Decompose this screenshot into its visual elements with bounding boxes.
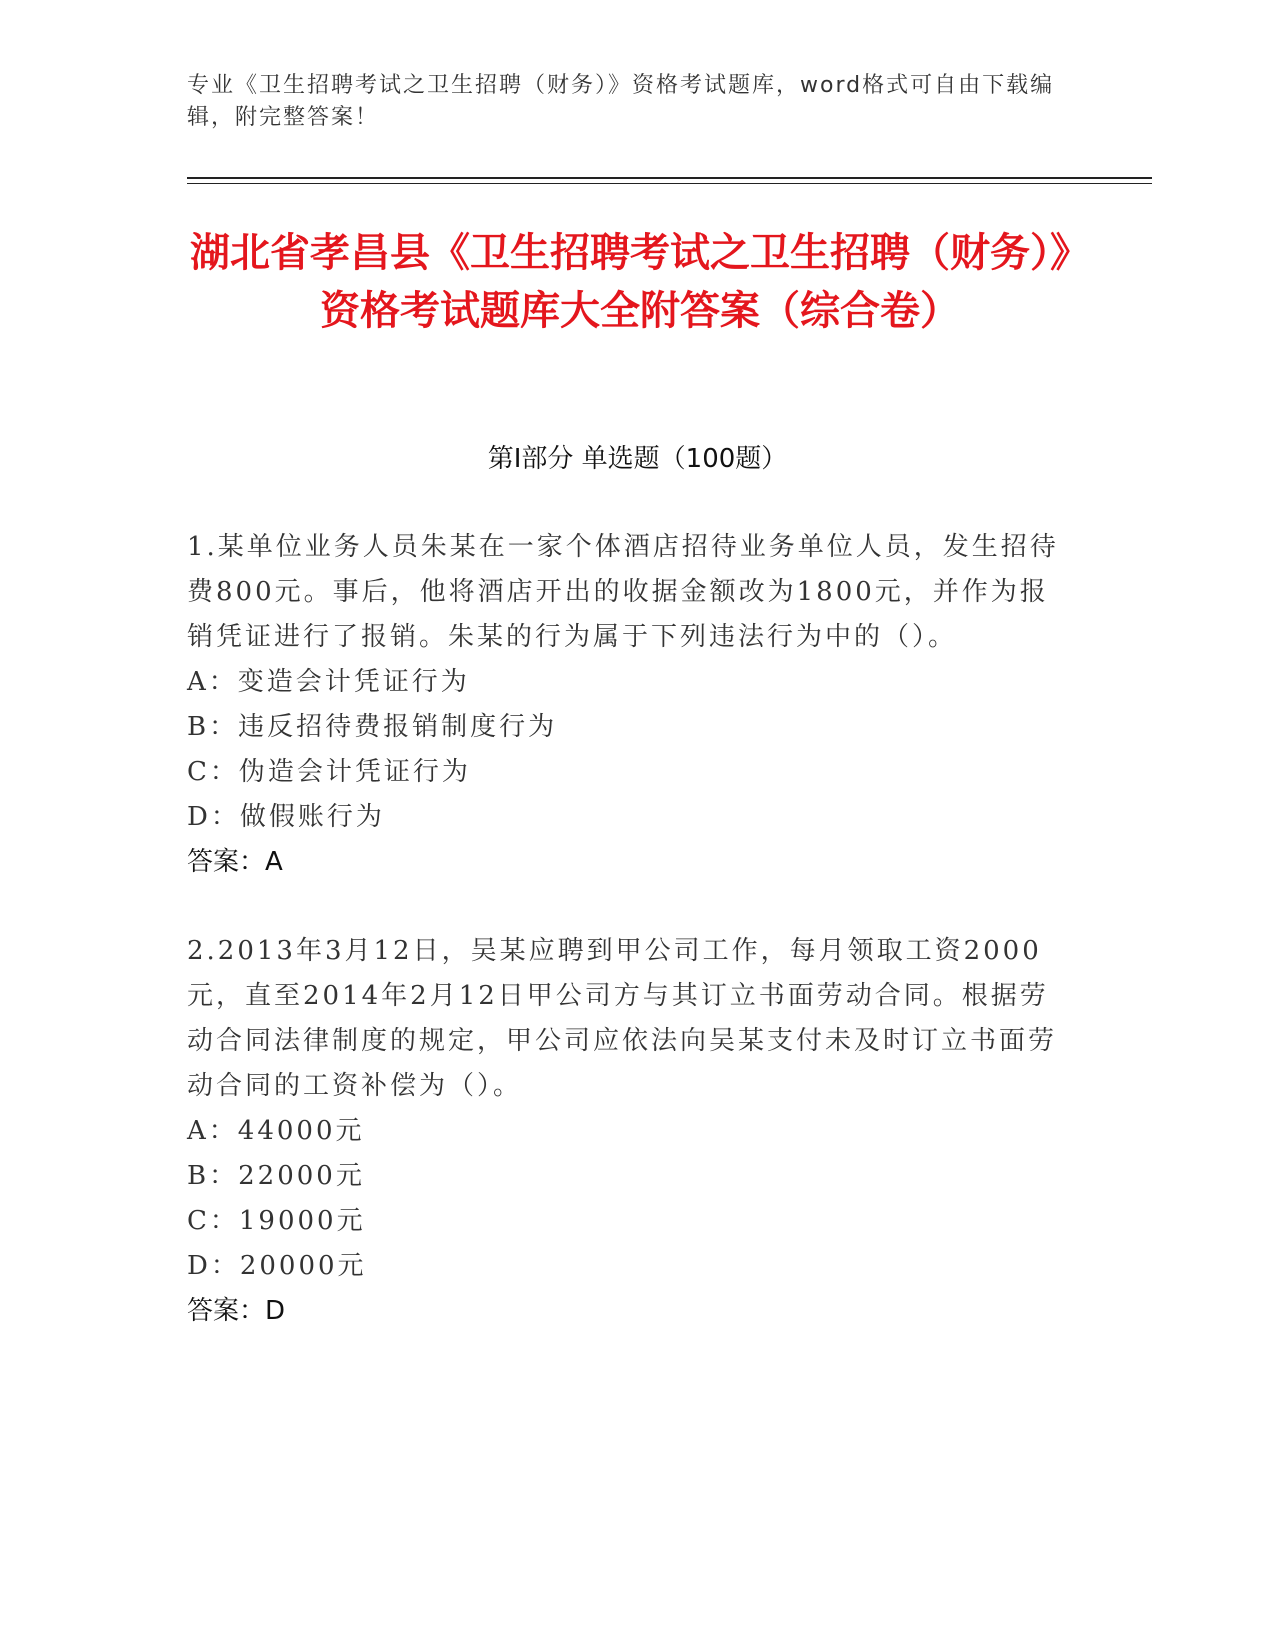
option-c: C：19000元 [187,1206,366,1236]
option-b: B：22000元 [187,1161,365,1191]
option-d: D：做假账行为 [187,802,385,832]
question-text: 2.2013年3月12日，吴某应聘到甲公司工作，每月领取工资2000元，直至2014年2月12日甲公司方与其订立书面劳动合同。根据劳动合同法律制度的规定，甲公司应依法向吴某支付未及时订立书面劳动合同的工资补偿为（）。 [187,936,1058,1101]
question-text: 1.某单位业务人员朱某在一家个体酒店招待业务单位人员，发生招待费800元。事后，他将酒店开出的收据金额改为1800元，并作为报销凭证进行了报销。朱某的行为属于下列违法行为中的（）。 [187,532,1059,652]
answer: 答案：D [187,1296,286,1326]
question-2 [187,929,1067,1334]
option-a: A：变造会计凭证行为 [187,667,470,697]
section-title: 第Ⅰ部分 单选题（100题） [487,444,788,474]
option-b: B：违反招待费报销制度行为 [187,712,558,742]
question-1 [187,525,1067,885]
answer: 答案：A [187,847,283,877]
header-divider-thin [187,183,1152,184]
document-title: 湖北省孝昌县《卫生招聘考试之卫生招聘（财务）》资格考试题库大全附答案（综合卷） [190,230,1090,334]
option-d: D：20000元 [187,1251,367,1281]
header-note: 专业《卫生招聘考试之卫生招聘（财务）》资格考试题库，word格式可自由下载编辑，附完整答案！ [187,73,1055,130]
option-a: A：44000元 [187,1116,365,1146]
header-divider-thick [187,177,1152,179]
option-c: C：伪造会计凭证行为 [187,757,471,787]
